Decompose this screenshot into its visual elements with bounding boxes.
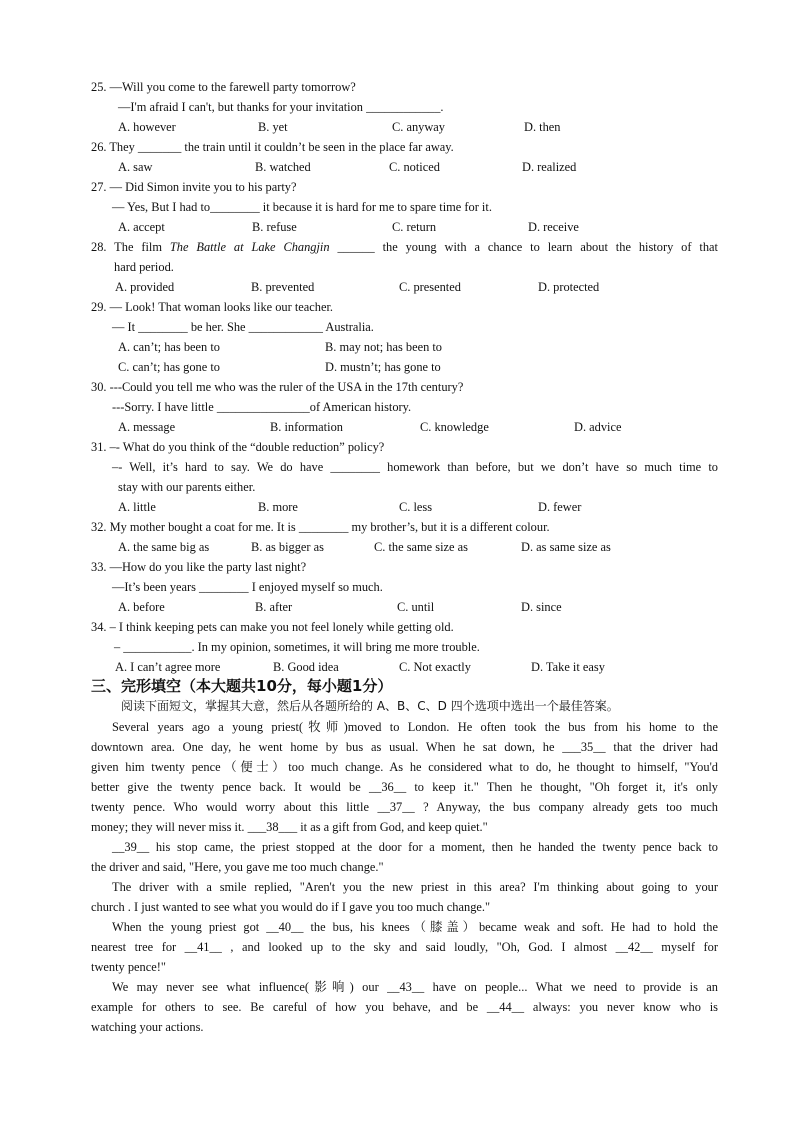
q34-reply: – ___________. In my opinion, sometimes, it will bring me more trouble. [114, 640, 480, 654]
q30-stem: 30. ---Could you tell me who was the ruler of the USA in the 17th century? [91, 380, 464, 394]
q31-option-a: A. little [118, 500, 156, 514]
passage-line: the driver and said, "Here, you gave me too much change." [91, 860, 384, 874]
q28-option-a: A. provided [115, 280, 175, 294]
q25-option-a: A. however [118, 120, 176, 134]
passage-line: money; they will never miss it. ___38___ it as a gift from God, and keep quiet." [91, 820, 488, 834]
q28-stem-prefix: 28. The film [91, 240, 170, 254]
q28-film-title: The Battle at Lake Changjin [169, 240, 330, 254]
passage-line: We may never see what influence(影响) our __43__ have on people... What we need to provide is an [112, 980, 718, 994]
q28-stem-suffix: ______ the young with a chance to learn about the history of that [329, 240, 718, 254]
q33-stem: 33. —How do you like the party last night? [91, 560, 307, 574]
q34-option-c: C. Not exactly [399, 660, 471, 674]
q33-option-c: C. until [397, 600, 435, 614]
q26-stem: 26. They _______ the train until it couldn’t be seen in the place far away. [91, 140, 454, 154]
q27-option-d: D. receive [528, 220, 579, 234]
passage-line: better give the twenty pence back. It would be __36__ to keep it." Then he thought, "Oh forget it, it's only [91, 780, 718, 794]
passage-line: twenty pence. Who would worry about this little __37__ ? Anyway, the bus company already gets too much [91, 800, 718, 814]
q29-stem: 29. — Look! That woman looks like our teacher. [91, 300, 334, 314]
q34-option-a: A. I can’t agree more [115, 660, 221, 674]
q31-reply-cont: stay with our parents either. [118, 480, 256, 494]
q26-option-d: D. realized [522, 160, 577, 174]
passage-line: When the young priest got __40__ the bus, his knees（膝盖）became weak and soft. He had to hold the [112, 920, 718, 934]
q31-option-d: D. fewer [538, 500, 582, 514]
q32-option-b: B. as bigger as [251, 540, 324, 554]
q25-option-b: B. yet [258, 120, 288, 134]
q30-option-b: B. information [270, 420, 343, 434]
q26-option-c: C. noticed [389, 160, 440, 174]
passage-line: __39__ his stop came, the priest stopped at the door for a moment, then he handed the twenty pence back to [112, 840, 718, 854]
q32-stem: 32. My mother bought a coat for me. It is ________ my brother’s, but it is a different colour. [91, 520, 550, 534]
q26-option-b: B. watched [255, 160, 311, 174]
passage-line: The driver with a smile replied, "Aren't you the new priest in this area? I'm thinking about going to your [112, 880, 718, 894]
q33-option-d: D. since [521, 600, 562, 614]
q29-option-b: B. may not; has been to [325, 340, 443, 354]
q33-option-b: B. after [255, 600, 293, 614]
section-heading: 三、完形填空（本大题共10分，每小题1分） [91, 677, 393, 695]
q28-option-b: B. prevented [251, 280, 315, 294]
passage-line: twenty pence!" [91, 960, 166, 974]
q27-reply: — Yes, But I had to________ it because it is hard for me to spare time for it. [112, 200, 492, 214]
q27-option-b: B. refuse [252, 220, 297, 234]
q31-stem: 31. –- What do you think of the “double reduction” policy? [91, 440, 385, 454]
q29-option-c: C. can’t; has gone to [118, 360, 220, 374]
q34-option-b: B. Good idea [273, 660, 339, 674]
q25-reply: —I'm afraid I can't, but thanks for your invitation ____________. [118, 100, 444, 114]
q25-option-c: C. anyway [392, 120, 445, 134]
passage-line: downtown area. One day, he went home by bus as usual. When he sat down, he ___35__ that the driver had [91, 740, 718, 754]
passage-line: Several years ago a young priest(牧师)moved to London. He often took the bus from his home to the [112, 720, 718, 734]
q27-option-c: C. return [392, 220, 437, 234]
q29-option-a: A. can’t; has been to [118, 340, 220, 354]
q32-option-d: D. as same size as [521, 540, 611, 554]
q27-option-a: A. accept [118, 220, 165, 234]
passage-line: nearest tree for __41__ , and looked up to the sky and said loudly, "Oh, God. I almost __42__ myself for [91, 940, 718, 954]
q33-option-a: A. before [118, 600, 165, 614]
q28-stem [91, 239, 718, 255]
q29-option-d: D. mustn’t; has gone to [325, 360, 441, 374]
q29-reply: — It ________ be her. She ____________ Australia. [112, 320, 374, 334]
q28-option-c: C. presented [399, 280, 461, 294]
q32-option-a: A. the same big as [118, 540, 210, 554]
q26-option-a: A. saw [118, 160, 153, 174]
q25-option-d: D. then [524, 120, 561, 134]
q34-option-d: D. Take it easy [531, 660, 605, 674]
q34-stem: 34. – I think keeping pets can make you not feel lonely while getting old. [91, 620, 454, 634]
passage-line: church . I just wanted to see what you would do if I gave you too much change." [91, 900, 491, 914]
passage-line: given him twenty pence（便士）too much change. As he considered what to do, he thought to himself, "You'd [91, 760, 718, 774]
q32-option-c: C. the same size as [374, 540, 468, 554]
q31-option-b: B. more [258, 500, 298, 514]
q31-reply: –- Well, it’s hard to say. We do have ________ homework than before, but we don’t have so much time to [112, 460, 718, 474]
q33-reply: —It’s been years ________ I enjoyed myself so much. [112, 580, 383, 594]
q28-stem-cont: hard period. [114, 260, 174, 274]
q30-option-c: C. knowledge [420, 420, 489, 434]
q31-option-c: C. less [399, 500, 433, 514]
q30-option-a: A. message [118, 420, 176, 434]
q27-stem: 27. — Did Simon invite you to his party? [91, 180, 297, 194]
section-instruction: 阅读下面短文，掌握其大意，然后从各题所给的 A、B、C、D 四个选项中选出一个最佳答案。 [121, 699, 619, 713]
q30-option-d: D. advice [574, 420, 622, 434]
q25-stem: 25. —Will you come to the farewell party tomorrow? [91, 80, 356, 94]
q28-option-d: D. protected [538, 280, 600, 294]
passage-line: example for others to see. Be careful of how you behave, and be __44__ always: you never know who is [91, 1000, 718, 1014]
passage-line: watching your actions. [91, 1020, 204, 1034]
q30-reply: ---Sorry. I have little _______________of American history. [112, 400, 412, 414]
